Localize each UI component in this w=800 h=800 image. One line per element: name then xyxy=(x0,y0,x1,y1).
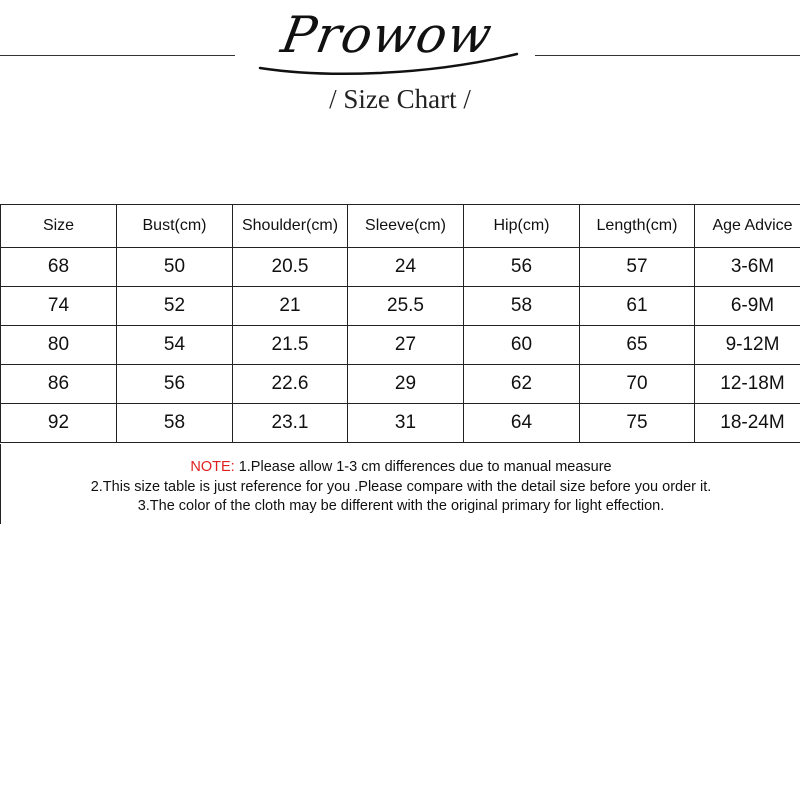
table-cell: 58 xyxy=(464,287,580,326)
table-cell: 31 xyxy=(348,404,464,443)
table-cell: 75 xyxy=(580,404,695,443)
table-cell: 3-6M xyxy=(695,248,800,287)
header-cell: Shoulder(cm) xyxy=(233,205,348,248)
brand-logo xyxy=(245,0,530,80)
table-row xyxy=(1,365,800,404)
brand-divider-right xyxy=(535,55,800,56)
table-cell: 60 xyxy=(464,326,580,365)
table-cell: 64 xyxy=(464,404,580,443)
brand-divider-left xyxy=(0,55,235,56)
table-cell: 61 xyxy=(580,287,695,326)
table-cell: 74 xyxy=(1,287,117,326)
table-header-row xyxy=(1,205,800,248)
table-cell: 62 xyxy=(464,365,580,404)
table-cell: 12-18M xyxy=(695,365,800,404)
table-cell: 22.6 xyxy=(233,365,348,404)
note-line-2: 2.This size table is just reference for you .Please compare with the detail size before you order it. xyxy=(90,479,712,495)
table-row xyxy=(1,326,800,365)
table-cell: 21.5 xyxy=(233,326,348,365)
table-row xyxy=(1,248,800,287)
table-cell: 50 xyxy=(117,248,233,287)
size-chart-table xyxy=(0,204,800,443)
table-cell: 70 xyxy=(580,365,695,404)
header-cell: Bust(cm) xyxy=(117,205,233,248)
table-cell: 56 xyxy=(117,365,233,404)
table-cell: 92 xyxy=(1,404,117,443)
table-cell: 24 xyxy=(348,248,464,287)
table-cell: 65 xyxy=(580,326,695,365)
table-cell: 86 xyxy=(1,365,117,404)
table-cell: 57 xyxy=(580,248,695,287)
table-cell: 21 xyxy=(233,287,348,326)
table-cell: 20.5 xyxy=(233,248,348,287)
note-text-1: 1.Please allow 1-3 cm differences due to manual measure xyxy=(234,459,612,475)
header-cell: Size xyxy=(1,205,117,248)
note-line-1 xyxy=(1,459,800,475)
page-subtitle: / Size Chart / xyxy=(329,84,471,114)
table-cell: 25.5 xyxy=(348,287,464,326)
table-cell: 18-24M xyxy=(695,404,800,443)
table-cell: 56 xyxy=(464,248,580,287)
header-cell: Hip(cm) xyxy=(464,205,580,248)
table-cell: 58 xyxy=(117,404,233,443)
logo-swoosh-icon xyxy=(255,52,525,76)
table-cell: 29 xyxy=(348,365,464,404)
note-line-3: 3.The color of the cloth may be different with the original primary for light effection. xyxy=(137,498,665,514)
table-cell: 6-9M xyxy=(695,287,800,326)
header-cell: Sleeve(cm) xyxy=(348,205,464,248)
table-cell: 27 xyxy=(348,326,464,365)
brand-name: Prowow xyxy=(277,6,497,64)
table-cell: 52 xyxy=(117,287,233,326)
table-cell: 54 xyxy=(117,326,233,365)
table-cell: 80 xyxy=(1,326,117,365)
table-cell: 68 xyxy=(1,248,117,287)
table-cell: 9-12M xyxy=(695,326,800,365)
note-label: NOTE: xyxy=(190,459,235,475)
header-cell: Age Advice xyxy=(695,205,800,248)
table-row xyxy=(1,404,800,443)
table-row xyxy=(1,287,800,326)
header-cell: Length(cm) xyxy=(580,205,695,248)
notes-section xyxy=(0,444,800,524)
table-cell: 23.1 xyxy=(233,404,348,443)
